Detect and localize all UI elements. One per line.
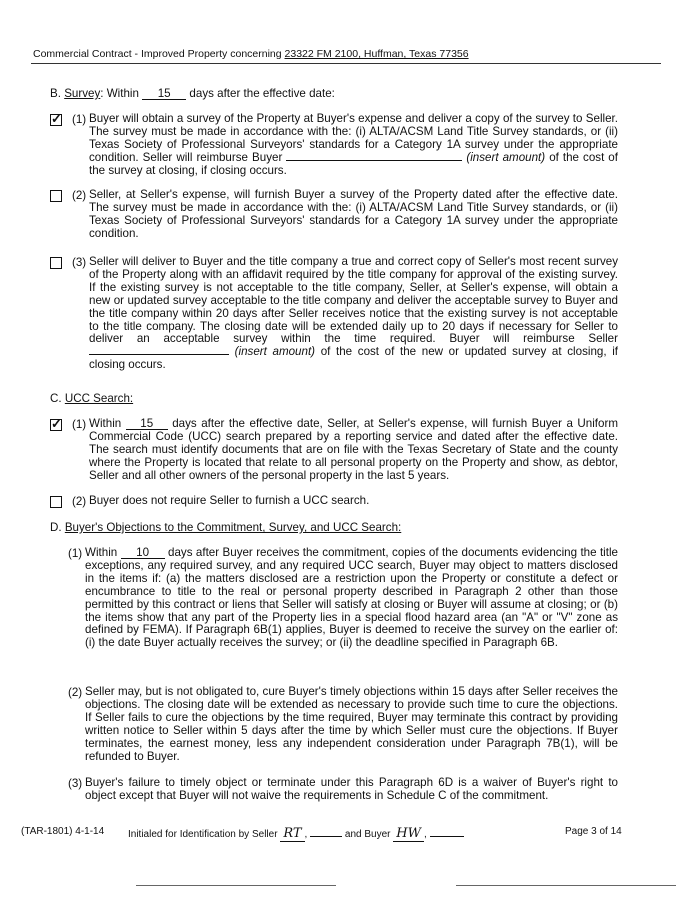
survey-reimburse-field[interactable] — [286, 160, 462, 161]
objections-p1-body: days after Buyer receives the commitment, copies of the documents evidencing the title exceptions, any required survey, and any required UCC search, Buyer may object to matters disclosed in the items if: (a) the matters disclosed are a restriction upon the Property or constitute a defect or encumbrance to title to the real or personal property described in Paragraph 2 other than those permitted by this contract or liens that Seller will satisfy at closing or Buyer will assume at closing; or (b) the items show that any part of the Property lies in a special flood hazard area (an "A" or "V" zone as defined by FEMA). If Paragraph 6B(1) applies, Buyer is deemed to receive the survey on the earlier of: (i) the date Buyer actually receives the survey; or (ii) the deadline specified in Paragraph 6B. — [85, 546, 618, 650]
initials-line: Initialed for Identification by Seller RT , and Buyer HW , — [128, 826, 464, 842]
seller-initials-2-field[interactable] — [310, 836, 342, 837]
section-b-intro-pre: : Within — [100, 87, 139, 100]
section-b-intro-post: days after the effective date: — [189, 87, 335, 100]
survey-option-2-text: Seller, at Seller's expense, will furnish Buyer a survey of the Property dated after the effective date. The survey must be made in accordance with the: (i) ALTA/ACSM Land Title Survey standards, or (ii) Texas Society of Professional Surveyors' standards for a Category 1A survey under the appropriate condition. — [89, 188, 618, 240]
section-b-heading — [50, 87, 335, 100]
survey-option-2-checkbox[interactable] — [50, 190, 62, 202]
ucc-option-2-text: Buyer does not require Seller to furnish a UCC search. — [89, 494, 370, 507]
section-d-title: Buyer's Objections to the Commitment, Survey, and UCC Search: — [64, 521, 402, 534]
ucc-option-2-checkbox[interactable] — [50, 496, 62, 508]
section-d-heading — [50, 521, 401, 534]
survey-days-field[interactable]: 15 — [142, 88, 186, 100]
page-number: Page 3 of 14 — [565, 826, 622, 837]
buyer-initials-2-field[interactable] — [430, 836, 464, 837]
objections-p2-num: (2) — [68, 686, 83, 699]
survey-seller-reimburse-field[interactable] — [89, 354, 229, 355]
section-c-title: UCC Search: — [64, 392, 134, 405]
section-c-label: C. — [50, 392, 62, 405]
section-b-label: B. — [50, 87, 61, 100]
survey-option-1-checkbox[interactable] — [50, 114, 62, 126]
header-rule — [31, 63, 661, 64]
objections-p1-num: (1) — [68, 547, 83, 560]
survey-option-2-num: (2) — [72, 189, 87, 202]
survey-option-3-tail: of the cost of the new or updated survey at closing, if closing occurs. — [89, 345, 618, 372]
form-id: (TAR-1801) 4-1-14 — [21, 826, 105, 837]
section-c-heading — [50, 392, 133, 405]
objections-days-field[interactable]: 10 — [121, 547, 165, 559]
ucc-option-1-checkbox[interactable] — [50, 419, 62, 431]
objections-p3-text: Buyer's failure to timely object or terminate under this Paragraph 6D is a waiver of Buyer's right to object except that Buyer will not waive the requirements in Schedule C of the commitment. — [85, 776, 618, 802]
survey-option-3-body: Seller will deliver to Buyer and the title company a true and correct copy of Seller's most recent survey of the Property along with an affidavit required by the title company for approval of the existing survey. If the existing survey is not acceptable to the title company, Seller, at Seller's expense, will obtain a new or updated survey acceptable to the title company and deliver the acceptable survey to Buyer and the title company within 20 days after Seller receives notice that the existing survey is not acceptable to the title company. The closing date will be extended daily up to 20 days if necessary for Seller to deliver an acceptable survey within the time required. Buyer will reimburse Seller — [89, 255, 618, 346]
buyer-initials[interactable]: HW — [393, 826, 424, 842]
ucc-option-2-num: (2) — [72, 495, 87, 508]
ucc-option-1-pre: Within — [89, 417, 122, 430]
scan-artifact-line — [136, 885, 336, 886]
header-prefix: Commercial Contract - Improved Property concerning — [33, 48, 282, 60]
property-address: 23322 FM 2100, Huffman, Texas 77356 — [284, 48, 469, 60]
page-header — [33, 48, 469, 60]
objections-p2-text: Seller may, but is not obligated to, cure Buyer's timely objections within 15 days after Seller receives the objections. The closing date will be extended as necessary to provide such time to cure the objections. If Seller fails to cure the objections by the time required, Buyer may terminate this contract by providing written notice to Seller within 5 days after the time by which Seller must cure the objections. If Buyer terminates, the earnest money, less any independent consideration under Paragraph 7B(1), will be refunded to Buyer. — [85, 685, 618, 763]
survey-option-1-text — [89, 113, 618, 178]
survey-option-1-num: (1) — [72, 113, 87, 126]
survey-insert-hint: (insert amount) — [466, 150, 546, 164]
ucc-option-1-body: days after the effective date, Seller, at Seller's expense, will furnish Buyer a Uniform Commercial Code (UCC) search prepared by a reporting service and dated after the effective date. The search must identify documents that are on file with the Texas Secretary of State and the county where the Property is located that relate to all personal property on the Property and show, as debtor, Seller and all other owners of the personal property in the last 5 years. — [89, 417, 618, 482]
section-b-title: Survey — [64, 87, 101, 100]
survey-option-3-checkbox[interactable] — [50, 257, 62, 269]
ucc-days-field[interactable]: 15 — [126, 418, 168, 430]
survey-option-1-tail: of the cost of the survey at closing, if closing occurs. — [89, 150, 618, 177]
seller-initials[interactable]: RT — [280, 826, 304, 842]
objections-p3-num: (3) — [68, 777, 83, 790]
objections-p1-pre: Within — [85, 546, 118, 559]
survey-option-3-insert-hint: (insert amount) — [234, 345, 316, 359]
section-d-label: D. — [50, 521, 62, 534]
ucc-option-1-text — [89, 418, 618, 483]
survey-option-3-text — [89, 256, 618, 372]
and-buyer-label: and Buyer — [344, 829, 391, 840]
survey-option-3-num: (3) — [72, 256, 87, 269]
ucc-option-1-num: (1) — [72, 418, 87, 431]
objections-p1-text — [85, 547, 618, 650]
initialed-by-seller-label: Initialed for Identification by Seller — [128, 829, 278, 840]
scan-artifact-line — [456, 885, 676, 886]
survey-option-1-body: Buyer will obtain a survey of the Property at Buyer's expense and deliver a copy of the survey to Seller. The survey must be made in accordance with the: (i) ALTA/ACSM Land Title Survey standards, or (ii) Texas Society of Professional Surveyors' standards for a Category 1A survey under the appropriate condition. Seller will reimburse Buyer — [89, 112, 618, 164]
